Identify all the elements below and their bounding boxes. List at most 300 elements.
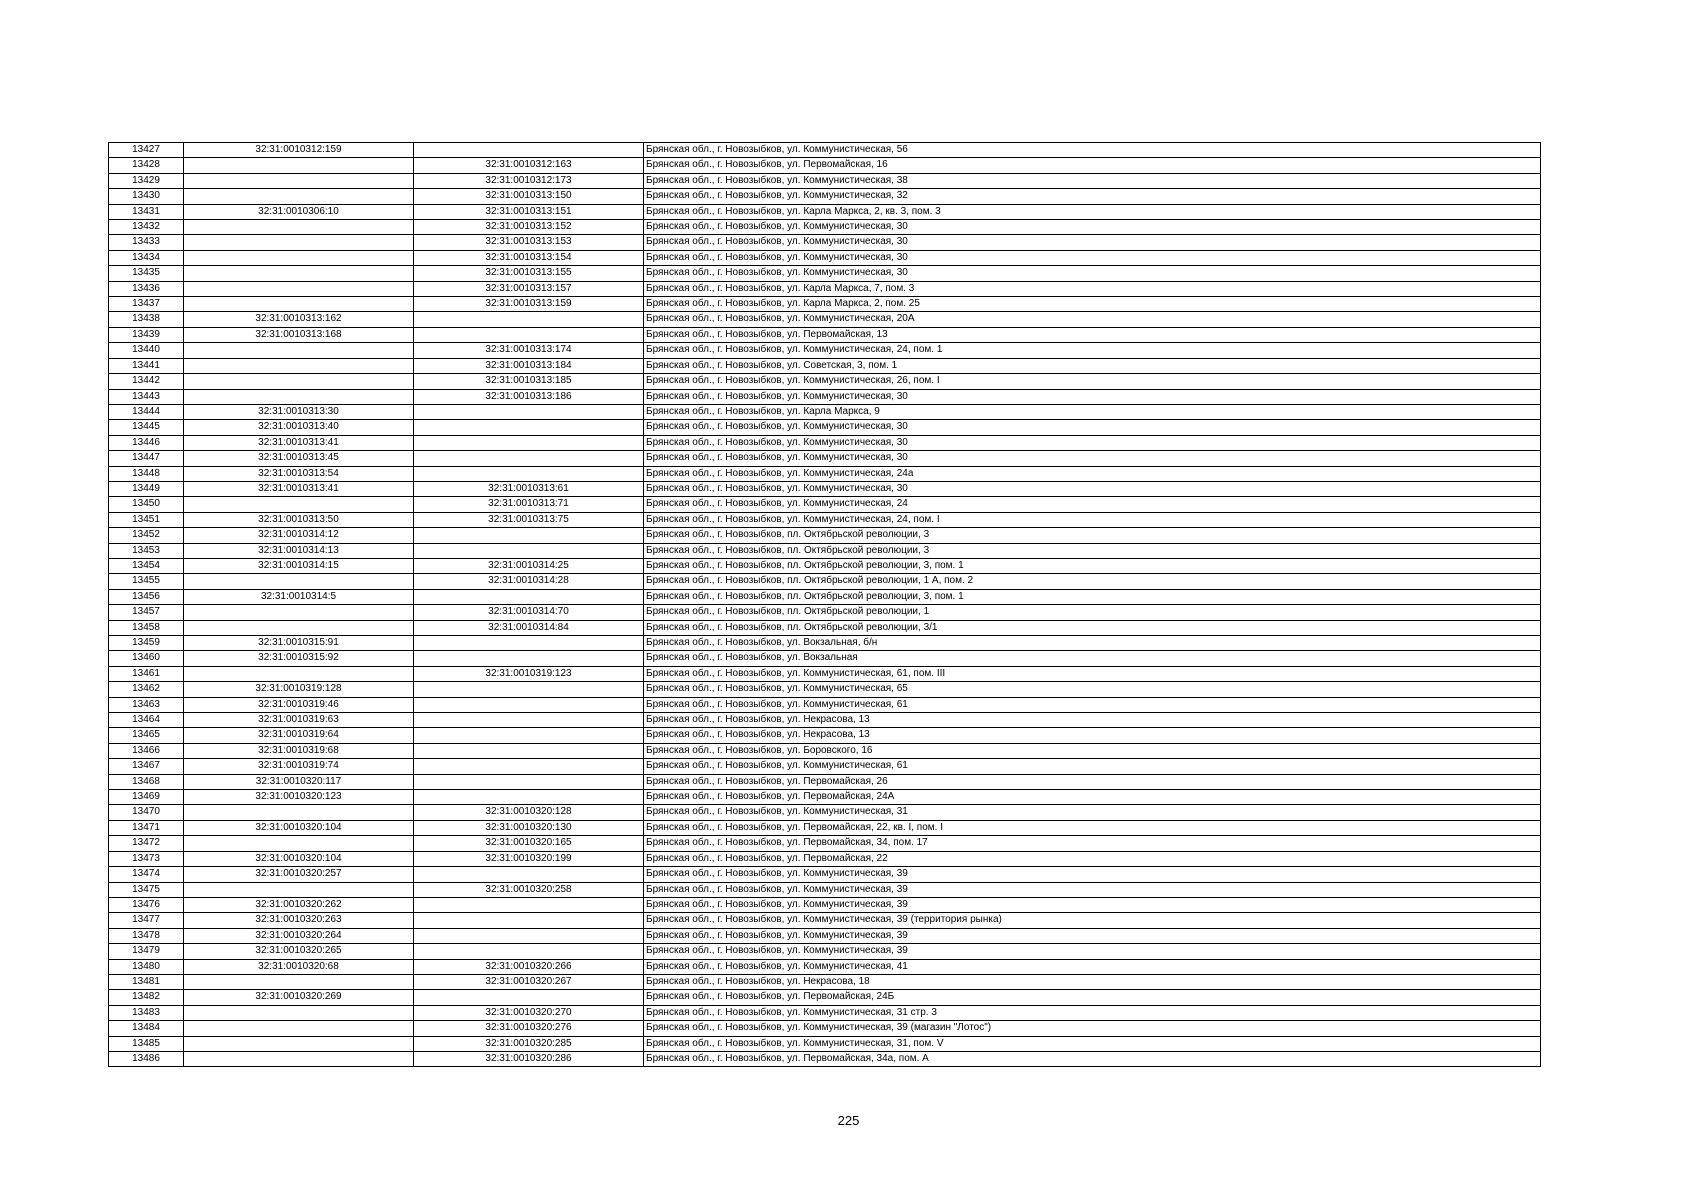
- address-cell: Брянская обл., г. Новозыбков, ул. Коммунистическая, 24, пом. I: [644, 512, 1541, 527]
- table-row: [109, 512, 1541, 527]
- row-number-cell: 13428: [109, 158, 184, 173]
- table-row: [109, 944, 1541, 959]
- related-cadastral-number-cell: 32:31:0010320:258: [414, 882, 644, 897]
- related-cadastral-number-cell: [414, 543, 644, 558]
- row-number-cell: 13484: [109, 1021, 184, 1036]
- table-row: [109, 528, 1541, 543]
- registry-table-body: [109, 143, 1541, 1067]
- address-cell: Брянская обл., г. Новозыбков, ул. Первомайская, 22: [644, 851, 1541, 866]
- address-cell: Брянская обл., г. Новозыбков, пл. Октябрьской революции, 1: [644, 605, 1541, 620]
- cadastral-number-cell: [184, 173, 414, 188]
- cadastral-number-cell: 32:31:0010312:159: [184, 143, 414, 158]
- related-cadastral-number-cell: 32:31:0010313:61: [414, 481, 644, 496]
- table-row: [109, 466, 1541, 481]
- address-cell: Брянская обл., г. Новозыбков, ул. Первомайская, 34а, пом. А: [644, 1051, 1541, 1066]
- table-row: [109, 1036, 1541, 1051]
- address-cell: Брянская обл., г. Новозыбков, ул. Первомайская, 22, кв. I, пом. I: [644, 820, 1541, 835]
- related-cadastral-number-cell: 32:31:0010313:152: [414, 220, 644, 235]
- related-cadastral-number-cell: 32:31:0010313:157: [414, 281, 644, 296]
- address-cell: Брянская обл., г. Новозыбков, ул. Коммунистическая, 56: [644, 143, 1541, 158]
- cadastral-number-cell: [184, 1051, 414, 1066]
- related-cadastral-number-cell: [414, 713, 644, 728]
- cadastral-number-cell: [184, 266, 414, 281]
- cadastral-number-cell: [184, 220, 414, 235]
- related-cadastral-number-cell: 32:31:0010314:70: [414, 605, 644, 620]
- address-cell: Брянская обл., г. Новозыбков, пл. Октябрьской революции, 3/1: [644, 620, 1541, 635]
- related-cadastral-number-cell: [414, 420, 644, 435]
- address-cell: Брянская обл., г. Новозыбков, пл. Октябрьской революции, 3, пом. 1: [644, 589, 1541, 604]
- table-row: [109, 358, 1541, 373]
- cadastral-number-cell: [184, 158, 414, 173]
- address-cell: Брянская обл., г. Новозыбков, ул. Первомайская, 16: [644, 158, 1541, 173]
- table-row: [109, 235, 1541, 250]
- table-row: [109, 327, 1541, 342]
- table-row: [109, 312, 1541, 327]
- row-number-cell: 13459: [109, 636, 184, 651]
- related-cadastral-number-cell: [414, 636, 644, 651]
- address-cell: Брянская обл., г. Новозыбков, ул. Первомайская, 13: [644, 327, 1541, 342]
- related-cadastral-number-cell: 32:31:0010320:267: [414, 974, 644, 989]
- row-number-cell: 13467: [109, 759, 184, 774]
- table-row: [109, 974, 1541, 989]
- address-cell: Брянская обл., г. Новозыбков, ул. Коммунистическая, 30: [644, 266, 1541, 281]
- address-cell: Брянская обл., г. Новозыбков, ул. Некрасова, 13: [644, 713, 1541, 728]
- related-cadastral-number-cell: [414, 790, 644, 805]
- address-cell: Брянская обл., г. Новозыбков, ул. Коммунистическая, 30: [644, 389, 1541, 404]
- address-cell: Брянская обл., г. Новозыбков, ул. Коммунистическая, 39: [644, 897, 1541, 912]
- table-row: [109, 851, 1541, 866]
- cadastral-number-cell: 32:31:0010314:12: [184, 528, 414, 543]
- row-number-cell: 13447: [109, 451, 184, 466]
- address-cell: Брянская обл., г. Новозыбков, ул. Коммунистическая, 30: [644, 220, 1541, 235]
- related-cadastral-number-cell: [414, 990, 644, 1005]
- cadastral-number-cell: 32:31:0010306:10: [184, 204, 414, 219]
- table-row: [109, 882, 1541, 897]
- table-row: [109, 666, 1541, 681]
- related-cadastral-number-cell: 32:31:0010320:285: [414, 1036, 644, 1051]
- address-cell: Брянская обл., г. Новозыбков, ул. Коммунистическая, 32: [644, 189, 1541, 204]
- table-row: [109, 728, 1541, 743]
- row-number-cell: 13458: [109, 620, 184, 635]
- row-number-cell: 13427: [109, 143, 184, 158]
- table-row: [109, 620, 1541, 635]
- table-row: [109, 220, 1541, 235]
- cadastral-number-cell: [184, 836, 414, 851]
- related-cadastral-number-cell: 32:31:0010313:174: [414, 343, 644, 358]
- address-cell: Брянская обл., г. Новозыбков, пл. Октябрьской революции, 3, пом. 1: [644, 558, 1541, 573]
- related-cadastral-number-cell: 32:31:0010313:71: [414, 497, 644, 512]
- cadastral-number-cell: [184, 297, 414, 312]
- related-cadastral-number-cell: [414, 466, 644, 481]
- row-number-cell: 13434: [109, 250, 184, 265]
- table-row: [109, 805, 1541, 820]
- cadastral-number-cell: 32:31:0010320:117: [184, 774, 414, 789]
- cadastral-number-cell: [184, 1021, 414, 1036]
- row-number-cell: 13455: [109, 574, 184, 589]
- row-number-cell: 13482: [109, 990, 184, 1005]
- related-cadastral-number-cell: [414, 944, 644, 959]
- registry-table: [108, 142, 1541, 1067]
- cadastral-number-cell: 32:31:0010319:128: [184, 682, 414, 697]
- table-row: [109, 990, 1541, 1005]
- cadastral-number-cell: [184, 574, 414, 589]
- cadastral-number-cell: [184, 497, 414, 512]
- related-cadastral-number-cell: 32:31:0010313:185: [414, 374, 644, 389]
- table-row: [109, 189, 1541, 204]
- row-number-cell: 13443: [109, 389, 184, 404]
- address-cell: Брянская обл., г. Новозыбков, ул. Первомайская, 26: [644, 774, 1541, 789]
- cadastral-number-cell: [184, 882, 414, 897]
- row-number-cell: 13461: [109, 666, 184, 681]
- cadastral-number-cell: [184, 358, 414, 373]
- table-row: [109, 790, 1541, 805]
- address-cell: Брянская обл., г. Новозыбков, ул. Коммунистическая, 30: [644, 435, 1541, 450]
- row-number-cell: 13486: [109, 1051, 184, 1066]
- row-number-cell: 13448: [109, 466, 184, 481]
- cadastral-number-cell: [184, 1036, 414, 1051]
- address-cell: Брянская обл., г. Новозыбков, ул. Карла Маркса, 7, пом. 3: [644, 281, 1541, 296]
- row-number-cell: 13463: [109, 697, 184, 712]
- address-cell: Брянская обл., г. Новозыбков, ул. Некрасова, 18: [644, 974, 1541, 989]
- table-row: [109, 481, 1541, 496]
- cadastral-number-cell: 32:31:0010313:54: [184, 466, 414, 481]
- table-row: [109, 389, 1541, 404]
- row-number-cell: 13454: [109, 558, 184, 573]
- related-cadastral-number-cell: 32:31:0010313:155: [414, 266, 644, 281]
- page-number: 225: [837, 1113, 860, 1128]
- table-row: [109, 435, 1541, 450]
- row-number-cell: 13430: [109, 189, 184, 204]
- row-number-cell: 13451: [109, 512, 184, 527]
- address-cell: Брянская обл., г. Новозыбков, ул. Коммунистическая, 41: [644, 959, 1541, 974]
- related-cadastral-number-cell: [414, 928, 644, 943]
- address-cell: Брянская обл., г. Новозыбков, ул. Коммунистическая, 31: [644, 805, 1541, 820]
- cadastral-number-cell: 32:31:0010320:262: [184, 897, 414, 912]
- row-number-cell: 13429: [109, 173, 184, 188]
- address-cell: Брянская обл., г. Новозыбков, ул. Боровского, 16: [644, 743, 1541, 758]
- table-row: [109, 281, 1541, 296]
- row-number-cell: 13433: [109, 235, 184, 250]
- address-cell: Брянская обл., г. Новозыбков, ул. Вокзальная: [644, 651, 1541, 666]
- table-row: [109, 836, 1541, 851]
- row-number-cell: 13450: [109, 497, 184, 512]
- related-cadastral-number-cell: 32:31:0010320:266: [414, 959, 644, 974]
- address-cell: Брянская обл., г. Новозыбков, ул. Вокзальная, б/н: [644, 636, 1541, 651]
- row-number-cell: 13481: [109, 974, 184, 989]
- related-cadastral-number-cell: 32:31:0010314:25: [414, 558, 644, 573]
- row-number-cell: 13453: [109, 543, 184, 558]
- related-cadastral-number-cell: 32:31:0010314:84: [414, 620, 644, 635]
- row-number-cell: 13471: [109, 820, 184, 835]
- related-cadastral-number-cell: 32:31:0010319:123: [414, 666, 644, 681]
- address-cell: Брянская обл., г. Новозыбков, ул. Коммунистическая, 30: [644, 420, 1541, 435]
- related-cadastral-number-cell: [414, 743, 644, 758]
- table-row: [109, 404, 1541, 419]
- related-cadastral-number-cell: [414, 697, 644, 712]
- cadastral-number-cell: [184, 250, 414, 265]
- address-cell: Брянская обл., г. Новозыбков, ул. Первомайская, 24Б: [644, 990, 1541, 1005]
- cadastral-number-cell: [184, 389, 414, 404]
- related-cadastral-number-cell: 32:31:0010320:199: [414, 851, 644, 866]
- row-number-cell: 13465: [109, 728, 184, 743]
- row-number-cell: 13477: [109, 913, 184, 928]
- address-cell: Брянская обл., г. Новозыбков, ул. Коммунистическая, 26, пом. I: [644, 374, 1541, 389]
- cadastral-number-cell: [184, 666, 414, 681]
- address-cell: Брянская обл., г. Новозыбков, ул. Коммунистическая, 39: [644, 882, 1541, 897]
- related-cadastral-number-cell: 32:31:0010320:286: [414, 1051, 644, 1066]
- cadastral-number-cell: 32:31:0010314:13: [184, 543, 414, 558]
- cadastral-number-cell: 32:31:0010315:92: [184, 651, 414, 666]
- cadastral-number-cell: 32:31:0010319:46: [184, 697, 414, 712]
- table-row: [109, 774, 1541, 789]
- row-number-cell: 13472: [109, 836, 184, 851]
- related-cadastral-number-cell: [414, 897, 644, 912]
- cadastral-number-cell: 32:31:0010320:104: [184, 820, 414, 835]
- cadastral-number-cell: [184, 235, 414, 250]
- cadastral-number-cell: 32:31:0010313:50: [184, 512, 414, 527]
- cadastral-number-cell: 32:31:0010320:104: [184, 851, 414, 866]
- table-row: [109, 589, 1541, 604]
- related-cadastral-number-cell: [414, 913, 644, 928]
- row-number-cell: 13445: [109, 420, 184, 435]
- address-cell: Брянская обл., г. Новозыбков, ул. Первомайская, 34, пом. 17: [644, 836, 1541, 851]
- cadastral-number-cell: 32:31:0010320:263: [184, 913, 414, 928]
- related-cadastral-number-cell: 32:31:0010313:186: [414, 389, 644, 404]
- related-cadastral-number-cell: [414, 759, 644, 774]
- related-cadastral-number-cell: 32:31:0010320:270: [414, 1005, 644, 1020]
- cadastral-number-cell: 32:31:0010320:257: [184, 867, 414, 882]
- row-number-cell: 13464: [109, 713, 184, 728]
- cadastral-number-cell: 32:31:0010320:265: [184, 944, 414, 959]
- table-row: [109, 682, 1541, 697]
- table-row: [109, 173, 1541, 188]
- table-row: [109, 297, 1541, 312]
- cadastral-number-cell: [184, 805, 414, 820]
- row-number-cell: 13437: [109, 297, 184, 312]
- cadastral-number-cell: 32:31:0010313:168: [184, 327, 414, 342]
- address-cell: Брянская обл., г. Новозыбков, пл. Октябрьской революции, 1 А, пом. 2: [644, 574, 1541, 589]
- row-number-cell: 13436: [109, 281, 184, 296]
- table-row: [109, 250, 1541, 265]
- cadastral-number-cell: 32:31:0010320:264: [184, 928, 414, 943]
- related-cadastral-number-cell: 32:31:0010320:128: [414, 805, 644, 820]
- cadastral-number-cell: 32:31:0010320:123: [184, 790, 414, 805]
- cadastral-number-cell: 32:31:0010319:74: [184, 759, 414, 774]
- address-cell: Брянская обл., г. Новозыбков, ул. Карла Маркса, 2, пом. 25: [644, 297, 1541, 312]
- row-number-cell: 13466: [109, 743, 184, 758]
- row-number-cell: 13456: [109, 589, 184, 604]
- row-number-cell: 13435: [109, 266, 184, 281]
- row-number-cell: 13485: [109, 1036, 184, 1051]
- table-row: [109, 820, 1541, 835]
- table-row: [109, 1005, 1541, 1020]
- row-number-cell: 13479: [109, 944, 184, 959]
- row-number-cell: 13480: [109, 959, 184, 974]
- row-number-cell: 13431: [109, 204, 184, 219]
- related-cadastral-number-cell: [414, 682, 644, 697]
- cadastral-number-cell: 32:31:0010313:45: [184, 451, 414, 466]
- row-number-cell: 13440: [109, 343, 184, 358]
- address-cell: Брянская обл., г. Новозыбков, ул. Коммунистическая, 31 стр. 3: [644, 1005, 1541, 1020]
- table-row: [109, 497, 1541, 512]
- table-row: [109, 374, 1541, 389]
- related-cadastral-number-cell: [414, 867, 644, 882]
- related-cadastral-number-cell: [414, 589, 644, 604]
- table-row: [109, 451, 1541, 466]
- row-number-cell: 13449: [109, 481, 184, 496]
- address-cell: Брянская обл., г. Новозыбков, ул. Коммунистическая, 39 (территория рынка): [644, 913, 1541, 928]
- table-row: [109, 913, 1541, 928]
- cadastral-number-cell: 32:31:0010313:40: [184, 420, 414, 435]
- cadastral-number-cell: [184, 1005, 414, 1020]
- row-number-cell: 13432: [109, 220, 184, 235]
- related-cadastral-number-cell: 32:31:0010314:28: [414, 574, 644, 589]
- address-cell: Брянская обл., г. Новозыбков, ул. Первомайская, 24А: [644, 790, 1541, 805]
- table-row: [109, 204, 1541, 219]
- cadastral-number-cell: [184, 281, 414, 296]
- row-number-cell: 13446: [109, 435, 184, 450]
- address-cell: Брянская обл., г. Новозыбков, пл. Октябрьской революции, 3: [644, 528, 1541, 543]
- cadastral-number-cell: [184, 189, 414, 204]
- table-row: [109, 897, 1541, 912]
- table-row: [109, 558, 1541, 573]
- row-number-cell: 13441: [109, 358, 184, 373]
- row-number-cell: 13473: [109, 851, 184, 866]
- address-cell: Брянская обл., г. Новозыбков, ул. Карла Маркса, 2, кв. 3, пом. 3: [644, 204, 1541, 219]
- address-cell: Брянская обл., г. Новозыбков, ул. Коммунистическая, 24а: [644, 466, 1541, 481]
- address-cell: Брянская обл., г. Новозыбков, ул. Коммунистическая, 61, пом. III: [644, 666, 1541, 681]
- table-row: [109, 1021, 1541, 1036]
- cadastral-number-cell: 32:31:0010319:68: [184, 743, 414, 758]
- table-row: [109, 143, 1541, 158]
- address-cell: Брянская обл., г. Новозыбков, ул. Коммунистическая, 65: [644, 682, 1541, 697]
- related-cadastral-number-cell: 32:31:0010313:75: [414, 512, 644, 527]
- related-cadastral-number-cell: [414, 143, 644, 158]
- address-cell: Брянская обл., г. Новозыбков, ул. Некрасова, 13: [644, 728, 1541, 743]
- cadastral-number-cell: [184, 343, 414, 358]
- related-cadastral-number-cell: [414, 728, 644, 743]
- related-cadastral-number-cell: 32:31:0010313:153: [414, 235, 644, 250]
- cadastral-number-cell: 32:31:0010320:68: [184, 959, 414, 974]
- table-row: [109, 420, 1541, 435]
- table-row: [109, 651, 1541, 666]
- table-row: [109, 543, 1541, 558]
- address-cell: Брянская обл., г. Новозыбков, ул. Коммунистическая, 39: [644, 928, 1541, 943]
- address-cell: Брянская обл., г. Новозыбков, ул. Коммунистическая, 38: [644, 173, 1541, 188]
- related-cadastral-number-cell: 32:31:0010312:173: [414, 173, 644, 188]
- table-row: [109, 867, 1541, 882]
- address-cell: Брянская обл., г. Новозыбков, ул. Коммунистическая, 61: [644, 759, 1541, 774]
- related-cadastral-number-cell: [414, 651, 644, 666]
- table-row: [109, 959, 1541, 974]
- address-cell: Брянская обл., г. Новозыбков, ул. Коммунистическая, 30: [644, 235, 1541, 250]
- row-number-cell: 13439: [109, 327, 184, 342]
- related-cadastral-number-cell: 32:31:0010320:165: [414, 836, 644, 851]
- related-cadastral-number-cell: [414, 774, 644, 789]
- related-cadastral-number-cell: 32:31:0010320:276: [414, 1021, 644, 1036]
- related-cadastral-number-cell: 32:31:0010320:130: [414, 820, 644, 835]
- cadastral-number-cell: 32:31:0010320:269: [184, 990, 414, 1005]
- address-cell: Брянская обл., г. Новозыбков, ул. Коммунистическая, 31, пом. V: [644, 1036, 1541, 1051]
- related-cadastral-number-cell: 32:31:0010313:150: [414, 189, 644, 204]
- cadastral-number-cell: [184, 974, 414, 989]
- row-number-cell: 13438: [109, 312, 184, 327]
- row-number-cell: 13483: [109, 1005, 184, 1020]
- address-cell: Брянская обл., г. Новозыбков, ул. Коммунистическая, 20А: [644, 312, 1541, 327]
- table-row: [109, 343, 1541, 358]
- address-cell: Брянская обл., г. Новозыбков, ул. Коммунистическая, 61: [644, 697, 1541, 712]
- address-cell: Брянская обл., г. Новозыбков, ул. Коммунистическая, 39: [644, 867, 1541, 882]
- related-cadastral-number-cell: [414, 451, 644, 466]
- address-cell: Брянская обл., г. Новозыбков, ул. Коммунистическая, 39 (магазин "Лотос"): [644, 1021, 1541, 1036]
- table-row: [109, 759, 1541, 774]
- row-number-cell: 13476: [109, 897, 184, 912]
- table-row: [109, 605, 1541, 620]
- related-cadastral-number-cell: [414, 435, 644, 450]
- cadastral-number-cell: 32:31:0010313:41: [184, 435, 414, 450]
- table-row: [109, 1051, 1541, 1066]
- row-number-cell: 13475: [109, 882, 184, 897]
- address-cell: Брянская обл., г. Новозыбков, ул. Карла Маркса, 9: [644, 404, 1541, 419]
- table-row: [109, 158, 1541, 173]
- related-cadastral-number-cell: [414, 312, 644, 327]
- cadastral-number-cell: 32:31:0010313:162: [184, 312, 414, 327]
- related-cadastral-number-cell: 32:31:0010313:159: [414, 297, 644, 312]
- related-cadastral-number-cell: 32:31:0010313:184: [414, 358, 644, 373]
- address-cell: Брянская обл., г. Новозыбков, ул. Коммунистическая, 39: [644, 944, 1541, 959]
- row-number-cell: 13442: [109, 374, 184, 389]
- row-number-cell: 13462: [109, 682, 184, 697]
- cadastral-number-cell: 32:31:0010314:15: [184, 558, 414, 573]
- related-cadastral-number-cell: [414, 404, 644, 419]
- table-row: [109, 743, 1541, 758]
- address-cell: Брянская обл., г. Новозыбков, ул. Коммунистическая, 30: [644, 451, 1541, 466]
- cadastral-number-cell: 32:31:0010313:30: [184, 404, 414, 419]
- cadastral-number-cell: 32:31:0010313:41: [184, 481, 414, 496]
- address-cell: Брянская обл., г. Новозыбков, ул. Коммунистическая, 30: [644, 481, 1541, 496]
- row-number-cell: 13460: [109, 651, 184, 666]
- cadastral-number-cell: 32:31:0010314:5: [184, 589, 414, 604]
- table-row: [109, 574, 1541, 589]
- address-cell: Брянская обл., г. Новозыбков, ул. Коммунистическая, 24, пом. 1: [644, 343, 1541, 358]
- cadastral-number-cell: 32:31:0010315:91: [184, 636, 414, 651]
- row-number-cell: 13469: [109, 790, 184, 805]
- cadastral-number-cell: [184, 620, 414, 635]
- table-row: [109, 697, 1541, 712]
- address-cell: Брянская обл., г. Новозыбков, пл. Октябрьской революции, 3: [644, 543, 1541, 558]
- row-number-cell: 13468: [109, 774, 184, 789]
- cadastral-number-cell: 32:31:0010319:63: [184, 713, 414, 728]
- table-row: [109, 636, 1541, 651]
- table-row: [109, 266, 1541, 281]
- cadastral-number-cell: [184, 605, 414, 620]
- related-cadastral-number-cell: [414, 528, 644, 543]
- row-number-cell: 13452: [109, 528, 184, 543]
- row-number-cell: 13478: [109, 928, 184, 943]
- cadastral-number-cell: [184, 374, 414, 389]
- related-cadastral-number-cell: 32:31:0010313:154: [414, 250, 644, 265]
- cadastral-number-cell: 32:31:0010319:64: [184, 728, 414, 743]
- address-cell: Брянская обл., г. Новозыбков, ул. Коммунистическая, 24: [644, 497, 1541, 512]
- row-number-cell: 13470: [109, 805, 184, 820]
- row-number-cell: 13444: [109, 404, 184, 419]
- related-cadastral-number-cell: [414, 327, 644, 342]
- table-row: [109, 713, 1541, 728]
- row-number-cell: 13457: [109, 605, 184, 620]
- table-row: [109, 928, 1541, 943]
- related-cadastral-number-cell: 32:31:0010313:151: [414, 204, 644, 219]
- address-cell: Брянская обл., г. Новозыбков, ул. Советская, 3, пом. 1: [644, 358, 1541, 373]
